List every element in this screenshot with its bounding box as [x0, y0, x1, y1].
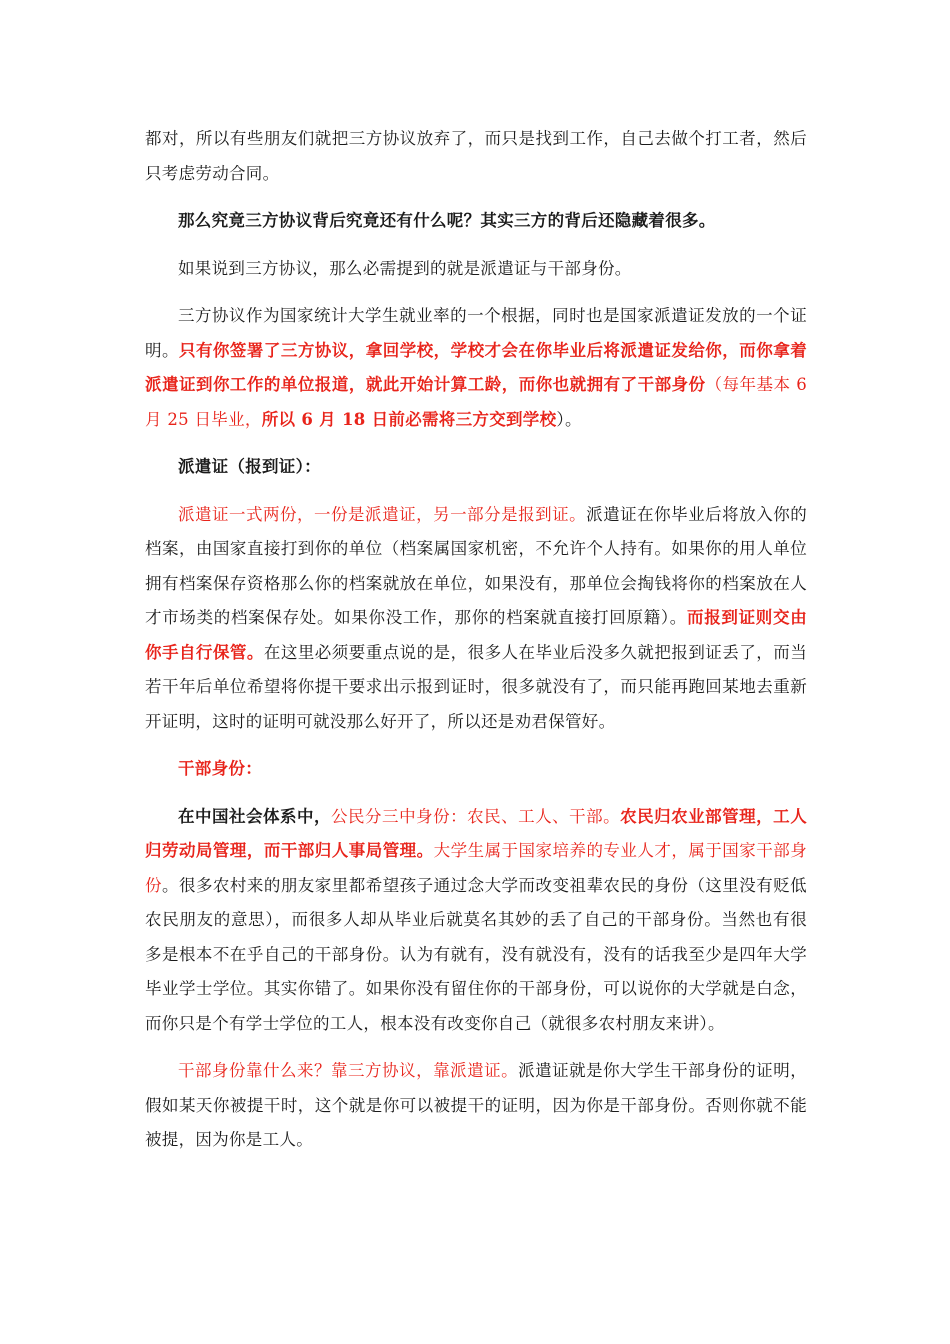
p6-red: 派遣证一式两份，一份是派遣证，另一部分是报到证。 [178, 504, 587, 524]
paragraph-8 [145, 800, 807, 1042]
heading-dispatch-certificate: 派遣证（报到证）： [178, 457, 321, 476]
p8-text: 。很多农村来的朋友家里都希望孩子通过念大学而改变祖辈农民的身份（这里没有贬低农民朋友的意思），而很多人却从毕业后就莫名其妙的丢了自己的干部身份。当然也有很多是根本不在乎自己的干部身份。认为有就有，没有就没有，没有的话我至少是四年大学毕业学士学位。其实你错了。如果你没有留住你的干部身份，可以说你的大学就是白念，而你只是个有学士学位的工人，根本没有改变你自己（就很多农村朋友来讲）。 [145, 875, 807, 1033]
p4-text: 三方协议作为国家统计大学生就业率的一个根据，同时也是国家派遣证发放的一个证明。 [145, 306, 807, 360]
p4-red-bold-2: 所以 6 月 18 日前必需将三方交到学校 [261, 409, 557, 429]
paragraph-1: 都对，所以有些朋友们就把三方协议放弃了，而只是找到工作，自己去做个打工者，然后只考虑劳动合同。 [145, 129, 807, 183]
p4-end: ）。 [556, 409, 582, 429]
p8-red-2: 大学生属于国家培养的专业人才，属于国家干部身份 [145, 841, 807, 895]
heading-cadre-status: 干部身份： [178, 759, 262, 778]
p8-red: 公民分三中身份：农民、工人、干部。 [331, 806, 621, 826]
p8-red-bold: 农民归农业部管理，工人归劳动局管理，而干部归人事局管理。 [145, 806, 807, 860]
paragraph-2-bold: 那么究竟三方协议背后究竟还有什么呢？其实三方的背后还隐藏着很多。 [178, 211, 716, 230]
p6-red-bold: 而报到证则交由你手自行保管。 [145, 608, 807, 662]
p4-red-bold: 只有你签署了三方协议，拿回学校，学校才会在你毕业后将派遣证发给你，而你拿着派遣证到你工作的单位报道，就此开始计算工龄，而你也就拥有了干部身份 [145, 340, 807, 394]
paragraph-6 [145, 498, 807, 740]
p9-text: 派遣证就是你大学生干部身份的证明，假如某天你被提干时，这个就是你可以被提干的证明，因为你是干部身份。否则你就不能被提，因为你是工人。 [145, 1061, 807, 1149]
p8-bold: 在中国社会体系中， [178, 806, 332, 826]
p6-text: 派遣证在你毕业后将放入你的档案，由国家直接打到你的单位（档案属国家机密，不允许个人持有。如果你的用人单位拥有档案保存资格那么你的档案就放在单位，如果没有，那单位会掏钱将你的档案放在人才市场类的档案保存处。如果你没工作，那你的档案就直接打回原籍）。 [145, 504, 808, 627]
p6-text-2: 在这里必须要重点说的是，很多人在毕业后没多久就把报到证丢了，而当若干年后单位希望将你提干要求出示报到证时，很多就没有了，而只能再跑回某地去重新开证明，这时的证明可就没那么好开了，所以还是劝君保管好。 [145, 642, 807, 731]
p9-red: 干部身份靠什么来？靠三方协议，靠派遣证。 [178, 1061, 519, 1080]
document-page [145, 122, 807, 1158]
paragraph-4 [145, 299, 807, 437]
paragraph-9 [145, 1054, 807, 1158]
p4-red: （每年基本 6 月 25 日毕业， [145, 375, 808, 429]
paragraph-3: 如果说到三方协议，那么必需提到的就是派遣证与干部身份。 [178, 258, 632, 278]
